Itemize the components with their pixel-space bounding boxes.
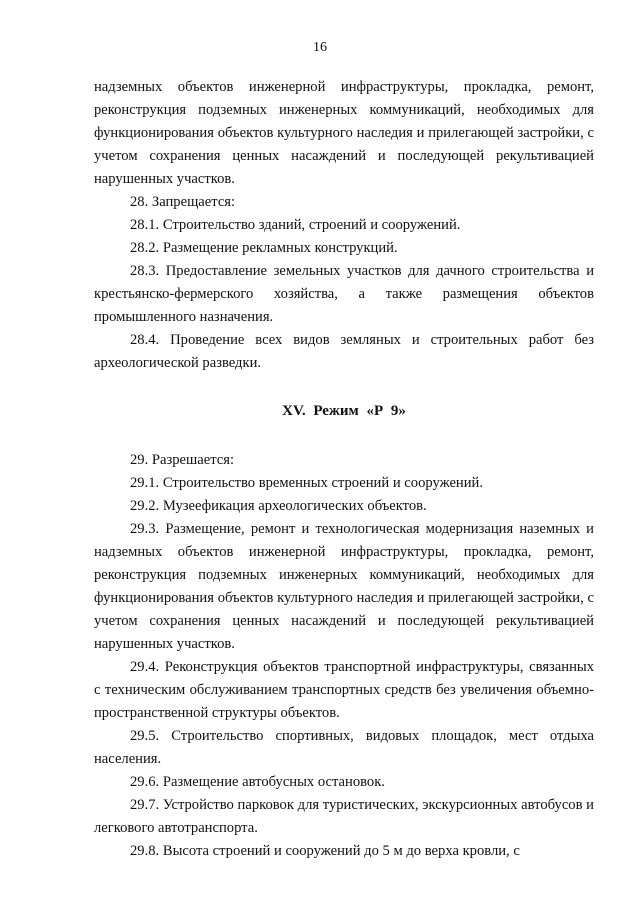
- paragraph-29-2: 29.2. Музеефикация археологических объектов.: [130, 498, 427, 514]
- paragraph-29-5: 29.5. Строительство спортивных, видовых площадок, мест отдыха населения.: [94, 728, 594, 767]
- paragraph-continuation: надземных объектов инженерной инфраструктуры, прокладка, ремонт, реконструкция подземных инженерных коммуникаций, необходимых для функционирования объектов культурного наследия и прилегающей застройки, с учетом сохранения ценных насаждений и последующей рекультивацией нарушенных участков.: [94, 79, 594, 187]
- paragraph-29-4: 29.4. Реконструкция объектов транспортной инфраструктуры, связанных с техническим обслуживанием транспортных средств без увеличения объемно-пространственной структуры объектов.: [94, 659, 594, 721]
- paragraph-28-4: 28.4. Проведение всех видов земляных и строительных работ без археологической разведки.: [94, 332, 594, 371]
- paragraph-29-6: 29.6. Размещение автобусных остановок.: [130, 774, 385, 790]
- paragraph-29: 29. Разрешается:: [130, 452, 235, 468]
- page-number: 16: [313, 40, 327, 55]
- document-body: [94, 76, 594, 863]
- paragraph-28: 28. Запрещается:: [130, 194, 236, 210]
- section-heading: XV. Режим «Р 9»: [282, 403, 406, 419]
- paragraph-29-7: 29.7. Устройство парковок для туристических, экскурсионных автобусов и легкового автотранспорта.: [94, 797, 594, 836]
- paragraph-28-3: 28.3. Предоставление земельных участков для дачного строительства и крестьянско-фермерского хозяйства, а также размещения объектов промышленного назначения.: [94, 263, 594, 325]
- paragraph-28-2: 28.2. Размещение рекламных конструкций.: [130, 240, 398, 256]
- paragraph-29-1: 29.1. Строительство временных строений и сооружений.: [130, 475, 484, 491]
- paragraph-29-3: 29.3. Размещение, ремонт и технологическая модернизация наземных и надземных объектов инженерной инфраструктуры, прокладка, ремонт, реконструкция подземных инженерных коммуникаций, необходимых для функционирования объектов культурного наследия и прилегающей застройки, с учетом сохранения ценных насаждений и последующей рекультивацией нарушенных участков.: [94, 521, 594, 652]
- paragraph-28-1: 28.1. Строительство зданий, строений и сооружений.: [130, 217, 461, 233]
- paragraph-29-8: 29.8. Высота строений и сооружений до 5 м до верха кровли, с: [130, 843, 520, 859]
